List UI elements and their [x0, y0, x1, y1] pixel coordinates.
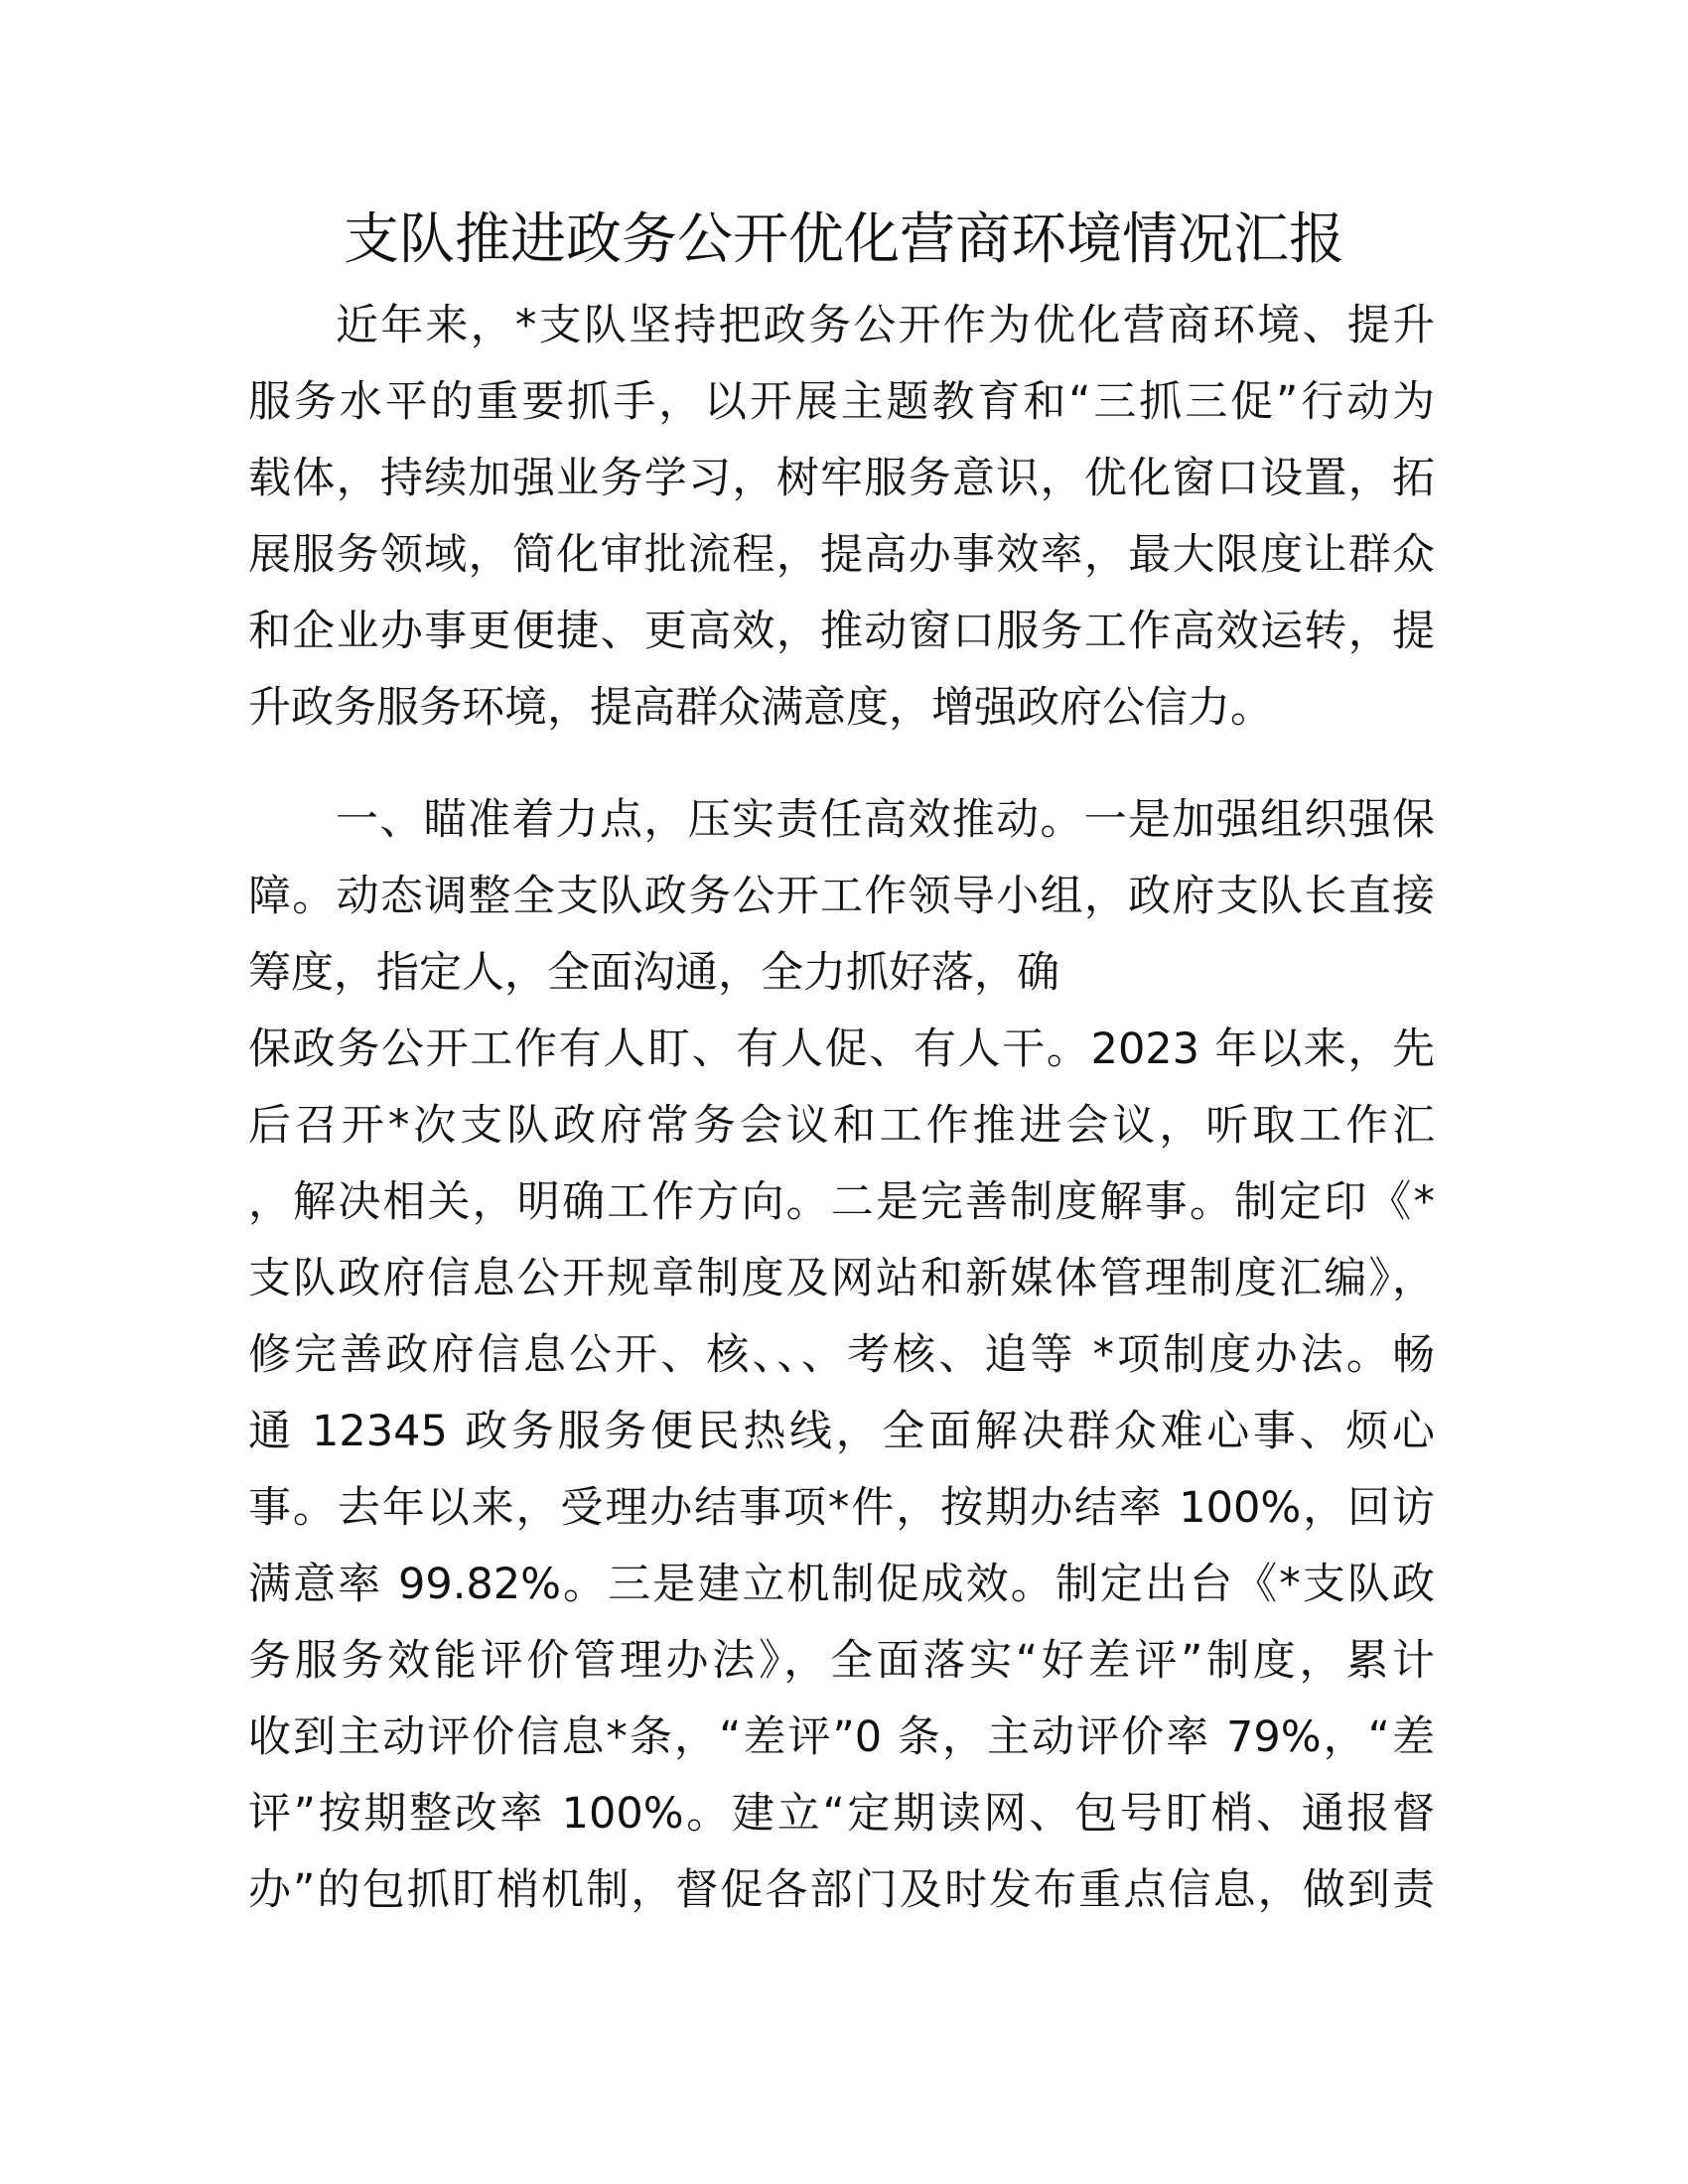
paragraph-line: 通 12345 政务服务便民热线，全面解决群众难心事、烦心 [248, 1407, 1435, 1456]
paragraph-line: 障。动态调整全支队政务公开工作领导小组，政府支队长直接 [248, 872, 1435, 921]
paragraph-line: 支队政府信息公开规章制度及网站和新媒体管理制度汇编》， [248, 1254, 1435, 1303]
paragraph-line: 办”的包抓盯梢机制，督促各部门及时发布重点信息，做到责 [248, 1865, 1435, 1915]
paragraph-line: 满意率 99.82%。三是建立机制促成效。制定出台《*支队政 [248, 1560, 1435, 1609]
paragraph-line: 筹度，指定人，全面沟通，全力抓好落，确 [248, 948, 1059, 998]
paragraph-line: 和企业办事更便捷、更高效，推动窗口服务工作高效运转，提 [248, 607, 1435, 656]
paragraph-line: 后召开*次支队政府常务会议和工作推进会议，听取工作汇 [248, 1101, 1435, 1151]
paragraph-line: 事。去年以来，受理办结事项*件，按期办结率 100%，回访 [248, 1483, 1435, 1533]
paragraph-line: 修完善政府信息公开、核、、、考核、追等 *项制度办法。畅 [248, 1330, 1435, 1380]
paragraph-line: 评”按期整改率 100%。建立“定期读网、包号盯梢、通报督 [248, 1789, 1435, 1839]
paragraph-line: 展服务领域，简化审批流程，提高办事效率，最大限度让群众 [248, 530, 1435, 580]
paragraph-line: ，解决相关，明确工作方向。二是完善制度解事。制定印《* [248, 1177, 1435, 1227]
paragraph-line: 升政务服务环境，提高群众满意度，增强政府公信力。 [248, 683, 1273, 733]
paragraph-line: 服务水平的重要抓手，以开展主题教育和“三抓三促”行动为 [248, 377, 1435, 427]
paragraph-line: 保政务公开工作有人盯、有人促、有人干。2023 年以来，先 [248, 1024, 1435, 1074]
paragraph-line: 一、瞄准着力点，压实责任高效推动。一是加强组织强保 [336, 795, 1435, 845]
paragraph-line: 载体，持续加强业务学习，树牢服务意识，优化窗口设置，拓 [248, 454, 1435, 503]
paragraph-line: 收到主动评价信息*条，“差评”0 条，主动评价率 79%，“差 [248, 1712, 1435, 1762]
document-title: 支队推进政务公开优化营商环境情况汇报 [344, 207, 1344, 272]
paragraph-line: 务服务效能评价管理办法》，全面落实“好差评”制度，累计 [248, 1636, 1435, 1686]
paragraph-line: 近年来，*支队坚持把政务公开作为优化营商环境、提升 [336, 301, 1435, 350]
